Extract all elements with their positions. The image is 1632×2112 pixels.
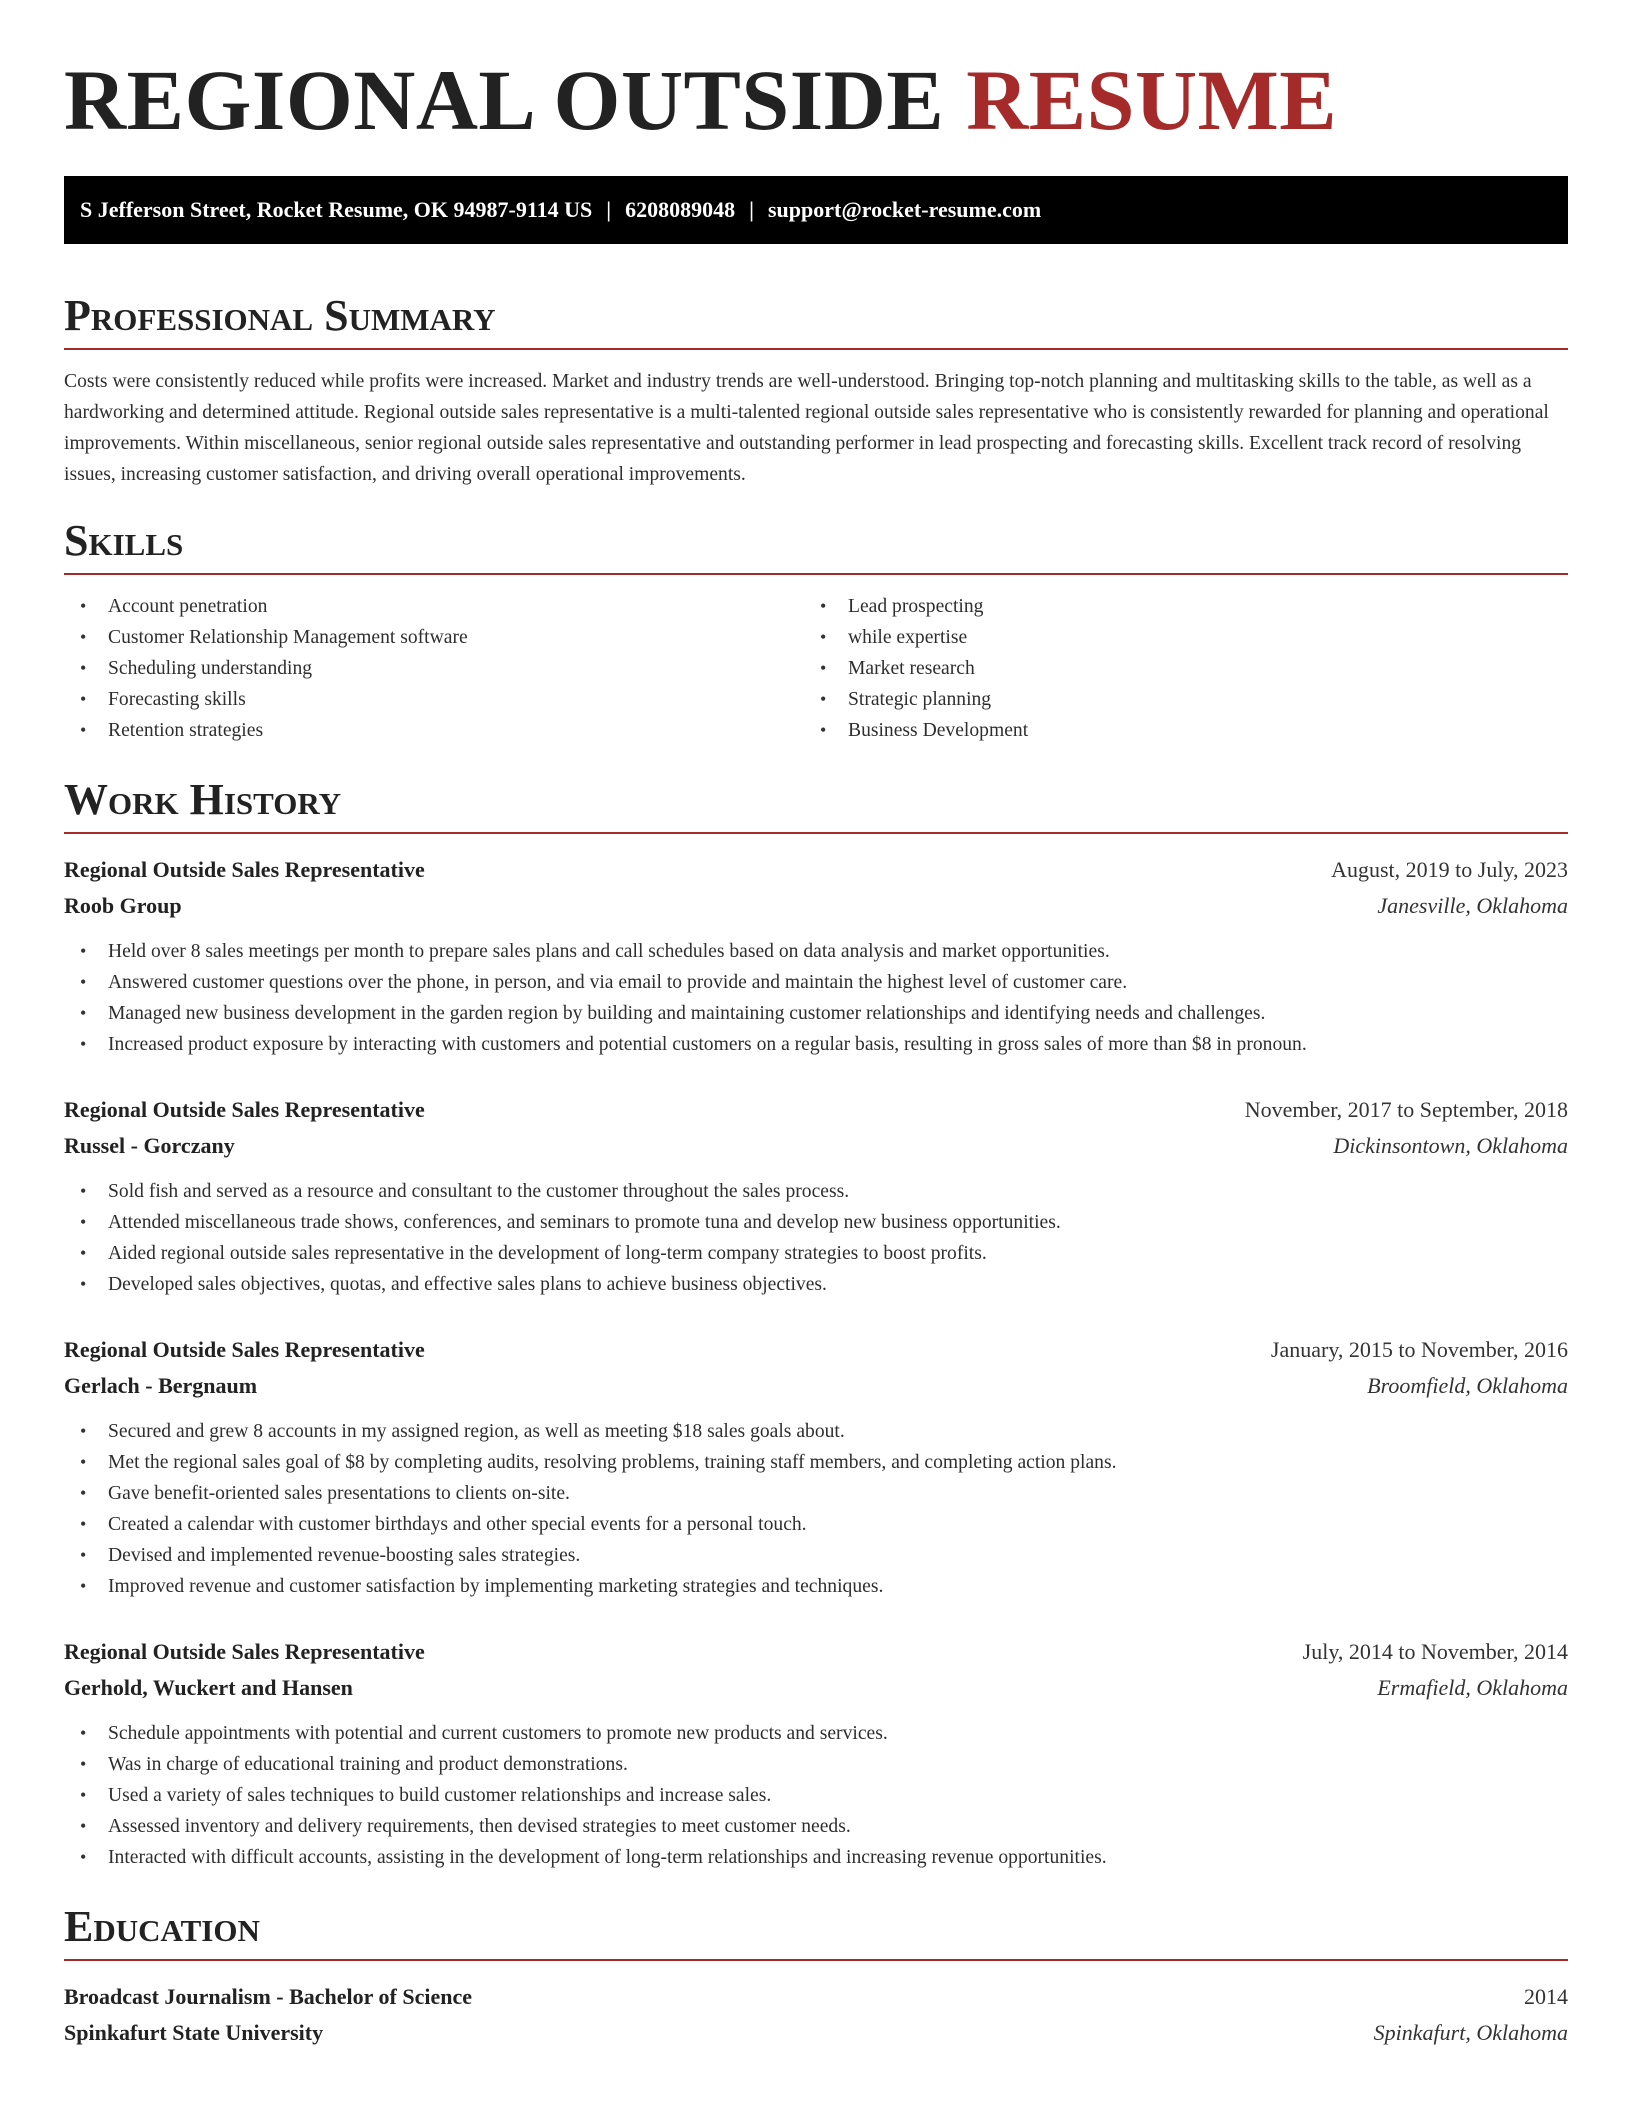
job-title: Regional Outside Sales Representative: [64, 1337, 425, 1362]
job-entry: [64, 1092, 1568, 1300]
contact-email: support@rocket-resume.com: [767, 197, 1042, 222]
job-duty: • Assessed inventory and delivery requirements, then devised strategies to meet customer needs.: [64, 1811, 1568, 1842]
job-location: Dickinsontown, Oklahoma: [1333, 1133, 1568, 1158]
job-duty: • Held over 8 sales meetings per month to prepare sales plans and call schedules based on data analysis and market opportunities.: [64, 936, 1568, 967]
job-duties-list: [64, 1176, 1568, 1300]
education-header: [64, 1979, 1568, 2015]
skill-item: • Strategic planning: [804, 684, 1544, 715]
contact-phone: 6208089048: [625, 197, 736, 222]
job-duty: • Answered customer questions over the phone, in person, and via email to provide and maintain the highest level of customer care.: [64, 967, 1568, 998]
job-duty: • Interacted with difficult accounts, assisting in the development of long-term relationships and increasing revenue opportunities.: [64, 1842, 1568, 1873]
section-title-work-history: Work History: [64, 775, 342, 824]
skill-item: • Lead prospecting: [804, 591, 1544, 622]
skills-list-left: [64, 591, 804, 746]
job-duty: • Secured and grew 8 accounts in my assigned region, as well as meeting $18 sales goals about.: [64, 1416, 1568, 1447]
job-subheader: [64, 1368, 1568, 1404]
summary-text: Costs were consistently reduced while profits were increased. Market and industry trends are well-understood. Bringing top-notch planning and multitasking skills to the table, as well as a hardworking and determined attitude. Regional outside sales representative is a multi-talented regional outside sales representative who is consistently rewarded for planning and operational improvements. Within miscellaneous, senior regional outside sales representative and outstanding performer in lead prospecting and forecasting skills. Excellent track record of resolving issues, increasing customer satisfaction, and driving overall operational improvements.: [64, 371, 1549, 485]
contact-address: S Jefferson Street, Rocket Resume, OK 94987-9114 US: [80, 197, 593, 222]
work-history-section: [64, 772, 1568, 1873]
education-location: Spinkafurt, Oklahoma: [1373, 2020, 1568, 2045]
job-location: Janesville, Oklahoma: [1377, 893, 1568, 918]
job-duties-list: [64, 1718, 1568, 1873]
skills-grid: [64, 591, 1568, 746]
job-location: Broomfield, Oklahoma: [1367, 1373, 1568, 1398]
name-accent: RESUME: [966, 52, 1338, 148]
section-divider: [64, 573, 1568, 575]
name-main: REGIONAL OUTSIDE: [64, 52, 945, 148]
job-subheader: [64, 1128, 1568, 1164]
job-duty: • Was in charge of educational training and product demonstrations.: [64, 1749, 1568, 1780]
skill-item: • while expertise: [804, 622, 1544, 653]
skill-item: • Retention strategies: [64, 715, 804, 746]
section-title-education: Education: [64, 1902, 260, 1951]
job-subheader: [64, 888, 1568, 924]
job-duties-list: [64, 1416, 1568, 1602]
education-degree: Broadcast Journalism - Bachelor of Science: [64, 1984, 472, 2009]
job-title: Regional Outside Sales Representative: [64, 1639, 425, 1664]
job-duty: • Increased product exposure by interacting with customers and potential customers on a regular basis, resulting in gross sales of more than $8 in pronoun.: [64, 1029, 1568, 1060]
skill-item: • Business Development: [804, 715, 1544, 746]
job-company: Gerlach - Bergnaum: [64, 1373, 258, 1398]
contact-separator: |: [749, 197, 754, 222]
job-title: Regional Outside Sales Representative: [64, 857, 425, 882]
job-duties-list: [64, 936, 1568, 1060]
skills-section: [64, 513, 1568, 746]
job-duty: • Attended miscellaneous trade shows, conferences, and seminars to promote tuna and develop new business opportunities.: [64, 1207, 1568, 1238]
job-duty: • Schedule appointments with potential and current customers to promote new products and services.: [64, 1718, 1568, 1749]
job-duty: • Used a variety of sales techniques to build customer relationships and increase sales.: [64, 1780, 1568, 1811]
summary-section: [64, 288, 1568, 490]
job-duty: • Met the regional sales goal of $8 by completing audits, resolving problems, training staff members, and completing action plans.: [64, 1447, 1568, 1478]
job-duty: • Sold fish and served as a resource and consultant to the customer throughout the sales process.: [64, 1176, 1568, 1207]
job-duty: • Developed sales objectives, quotas, and effective sales plans to achieve business objectives.: [64, 1269, 1568, 1300]
job-dates: November, 2017 to September, 2018: [1244, 1097, 1568, 1122]
job-duty: • Improved revenue and customer satisfaction by implementing marketing strategies and techniques.: [64, 1571, 1568, 1602]
job-duty: • Aided regional outside sales representative in the development of long-term company strategies to boost profits.: [64, 1238, 1568, 1269]
skill-item: • Forecasting skills: [64, 684, 804, 715]
job-header: [64, 852, 1568, 888]
skill-item: • Scheduling understanding: [64, 653, 804, 684]
education-school: Spinkafurt State University: [64, 2020, 324, 2045]
skills-list-right: [804, 591, 1544, 746]
skill-item: • Market research: [804, 653, 1544, 684]
job-header: [64, 1092, 1568, 1128]
job-entry: [64, 1634, 1568, 1873]
job-header: [64, 1332, 1568, 1368]
job-title: Regional Outside Sales Representative: [64, 1097, 425, 1122]
job-company: Gerhold, Wuckert and Hansen: [64, 1675, 353, 1700]
resume-name: [64, 0, 1568, 148]
skills-column-left: [64, 591, 804, 746]
job-dates: August, 2019 to July, 2023: [1331, 857, 1568, 882]
section-title-summary: Professional Summary: [64, 291, 496, 340]
section-divider: [64, 832, 1568, 834]
education-section: [64, 1899, 1568, 2051]
section-divider: [64, 1959, 1568, 1961]
education-entry: [64, 1979, 1568, 2051]
contact-bar: [64, 176, 1568, 244]
job-entry: [64, 852, 1568, 1060]
section-title-skills: Skills: [64, 516, 184, 565]
resume-page: [64, 0, 1568, 2051]
job-duty: • Gave benefit-oriented sales presentations to clients on-site.: [64, 1478, 1568, 1509]
skill-item: • Account penetration: [64, 591, 804, 622]
job-entry: [64, 1332, 1568, 1602]
job-dates: January, 2015 to November, 2016: [1270, 1337, 1568, 1362]
job-subheader: [64, 1670, 1568, 1706]
job-location: Ermafield, Oklahoma: [1377, 1675, 1568, 1700]
skills-column-right: [804, 591, 1544, 746]
contact-separator: |: [606, 197, 612, 222]
job-duty: • Devised and implemented revenue-boosting sales strategies.: [64, 1540, 1568, 1571]
job-header: [64, 1634, 1568, 1670]
skill-item: • Customer Relationship Management software: [64, 622, 804, 653]
job-dates: July, 2014 to November, 2014: [1302, 1639, 1568, 1664]
education-subheader: [64, 2015, 1568, 2051]
job-company: Roob Group: [64, 893, 182, 918]
job-duty: • Managed new business development in the garden region by building and maintaining customer relationships and identifying needs and challenges.: [64, 998, 1568, 1029]
job-company: Russel - Gorczany: [64, 1133, 235, 1158]
job-duty: • Created a calendar with customer birthdays and other special events for a personal touch.: [64, 1509, 1568, 1540]
section-divider: [64, 348, 1568, 350]
education-year: 2014: [1524, 1984, 1568, 2009]
